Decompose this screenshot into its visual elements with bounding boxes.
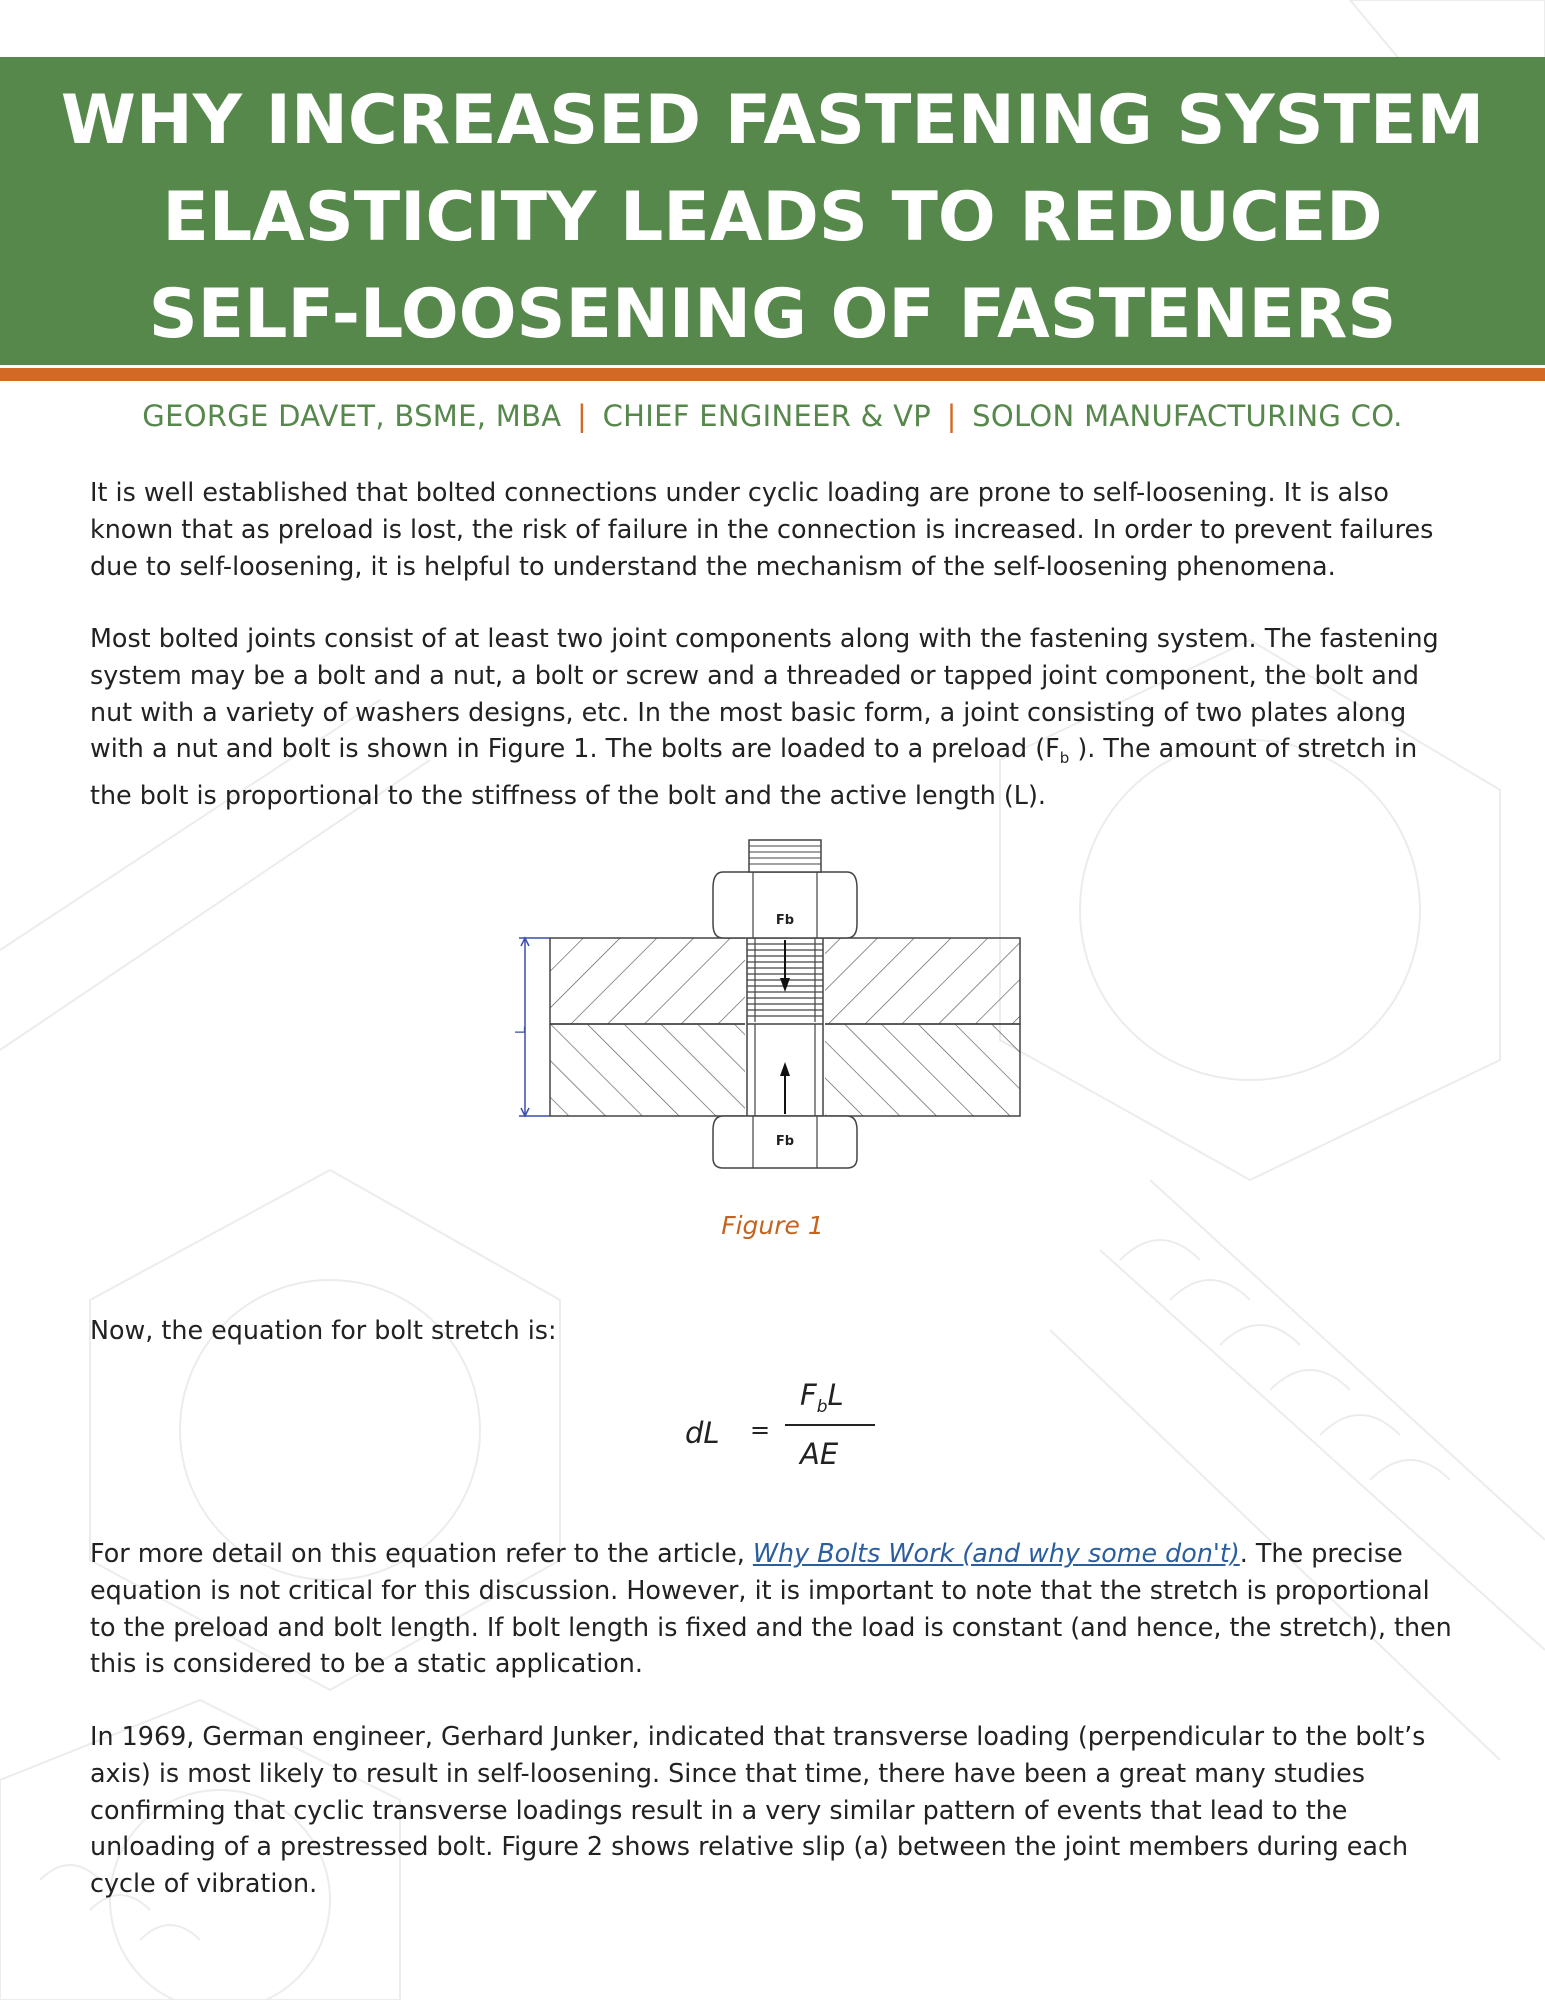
top-nut [713, 872, 857, 938]
byline [0, 399, 1545, 433]
paragraph-equation-detail [90, 1535, 1460, 1682]
byline-company: SOLON MANUFACTURING CO. [972, 399, 1403, 433]
byline-separator: | [946, 399, 957, 433]
title-line-3: SELF-LOOSENING OF FASTENERS [148, 275, 1397, 354]
label-length: L [514, 1026, 529, 1034]
label-fb-bottom: Fb [775, 1134, 795, 1149]
equation-lhs: dL [685, 1416, 720, 1450]
bolt-thread-tip [749, 840, 821, 872]
figure-1-caption: Figure 1 [721, 1211, 824, 1240]
paragraph-text: For more detail on this equation refer to the article, [90, 1538, 753, 1568]
paragraph-text: . The precise equation is not critical for this discussion. However, it is important to note that the stretch is proportional to the preload and bolt length. If bolt length is fixed and the load is constant (and hence, the stretch), then this is considered to be a static application. [90, 1538, 1452, 1679]
numerator-l: L [827, 1378, 844, 1412]
numerator-subscript: b [816, 1396, 828, 1417]
accent-rule [0, 368, 1545, 381]
paragraph-text: Most bolted joints consist of at least two joint components along with the fastening system. The fastening system may be a bolt and a nut, a bolt or screw and a threaded or tapped joint component, the bolt and nut with a variety of washers designs, etc. In the most basic form, a joint consisting of two plates along with a nut and bolt is shown in Figure 1. The bolts are loaded to a preload (F [90, 623, 1439, 764]
paragraph-junker: In 1969, German engineer, Gerhard Junker, indicated that transverse loading (perpendicular to the bolt’s axis) is most likely to result in self-loosening. Since that time, there have been a great many studies confirming that cyclic transverse loadings result in a very similar pattern of events that lead to the unloading of a prestressed bolt. Figure 2 shows relative slip (a) between the joint members during each cycle of vibration. [90, 1721, 1426, 1899]
fraction-bar [785, 1424, 875, 1426]
figure-1-bolted-joint [505, 832, 1025, 1172]
equation-denominator: AE [800, 1437, 839, 1471]
equation-equals: = [750, 1416, 771, 1444]
label-fb-top: Fb [775, 913, 795, 928]
byline-separator: | [576, 399, 588, 433]
equation-numerator [800, 1378, 844, 1417]
byline-role: CHIEF ENGINEER & VP [602, 399, 932, 433]
paragraph-intro: It is well established that bolted connections under cyclic loading are prone to self-loosening. It is also known that as preload is lost, the risk of failure in the connection is increased. In order to prevent failures due to self-loosening, it is helpful to understand the mechanism of the self-loosening phenomena. [90, 477, 1434, 581]
article-link[interactable]: Why Bolts Work (and why some don't) [752, 1538, 1240, 1568]
title-line-2: ELASTICITY LEADS TO REDUCED [162, 178, 1383, 257]
numerator-f: F [800, 1378, 817, 1412]
subscript-b: b [1059, 749, 1070, 768]
paragraph-joint-description [90, 620, 1460, 814]
paragraph-text: ). The amount of stretch in the bolt is proportional to the stiffness of the bolt and the active length (L). [90, 733, 1418, 811]
title-line-1: WHY INCREASED FASTENING SYSTEM [60, 81, 1485, 160]
byline-author: GEORGE DAVET, BSME, MBA [142, 399, 562, 433]
page-title [60, 72, 1485, 363]
bolt-stretch-equation [670, 1378, 890, 1478]
paragraph-equation-intro: Now, the equation for bolt stretch is: [90, 1315, 557, 1345]
